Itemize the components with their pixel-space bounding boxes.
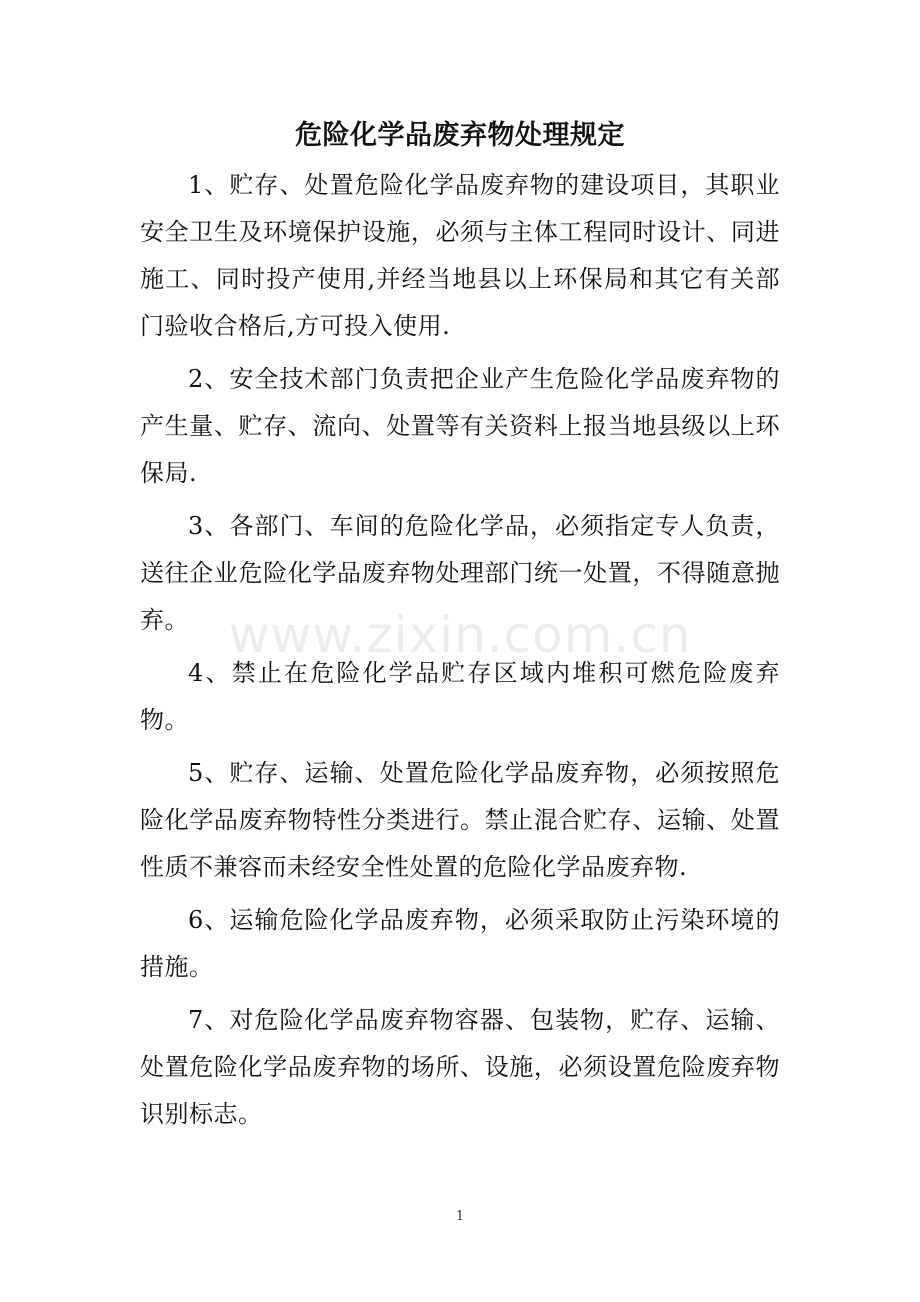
document-body — [140, 162, 780, 1144]
paragraph-7: 7、对危险化学品废弃物容器、包装物，贮存、运输、处置危险化学品废弃物的场所、设施，必须设置危险废弃物识别标志。 — [140, 1006, 780, 1128]
paragraph-5: 5、贮存、运输、处置危险化学品废弃物，必须按照危险化学品废弃物特性分类进行。禁止混合贮存、运输、处置性质不兼容而未经安全性处置的危险化学品废弃物. — [140, 759, 780, 881]
document-title: 危险化学品废弃物处理规定 — [295, 120, 625, 151]
paragraph-3: 3、各部门、车间的危险化学品，必须指定专人负责，送往企业危险化学品废弃物处理部门统一处置，不得随意抛弃。 — [140, 512, 780, 634]
paragraph-4: 4、禁止在危险化学品贮存区域内堆积可燃危险废弃物。 — [140, 659, 780, 734]
paragraph-2: 2、安全技术部门负责把企业产生危险化学品废弃物的产生量、贮存、流向、处置等有关资料上报当地县级以上环保局. — [140, 365, 780, 487]
paragraph-1: 1、贮存、处置危险化学品废弃物的建设项目，其职业安全卫生及环境保护设施，必须与主体工程同时设计、同进施工、同时投产使用,并经当地县以上环保局和其它有关部门验收合格后,方可投入使用. — [140, 171, 780, 340]
watermark: www.zixin.com.cn — [228, 606, 692, 664]
page-number: 1 — [455, 1209, 465, 1224]
paragraph-6: 6、运输危险化学品废弃物，必须采取防止污染环境的措施。 — [140, 906, 780, 981]
